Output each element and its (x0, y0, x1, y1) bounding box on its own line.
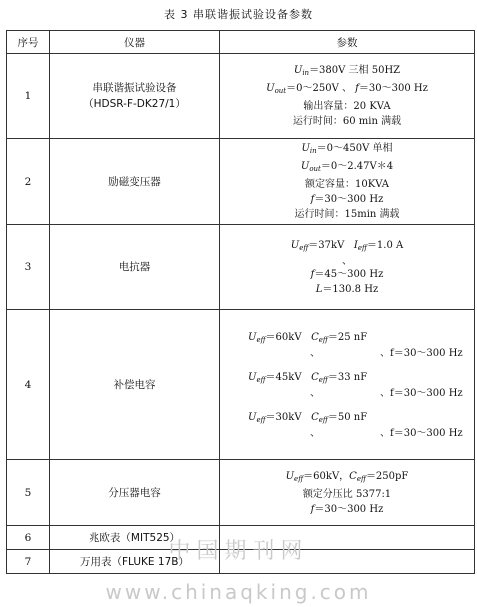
instrument-cell (50, 54, 220, 139)
row-number: 6 (7, 526, 50, 550)
row-number: 1 (7, 54, 50, 139)
param-line: $U_{eff}=30kV$ $C_{eff}=50$ nF (248, 412, 368, 424)
params-cell (220, 550, 475, 574)
equipment-parameter-table (6, 30, 475, 574)
param-line: f＝30～300 Hz (310, 194, 384, 205)
instrument-name: 万用表（FLUKE 17B） (80, 555, 189, 568)
params-cell (220, 139, 475, 225)
params-cell (220, 460, 475, 526)
instrument-model: （HDSR-F-DK27/1） (83, 98, 186, 110)
param-line: $U_{eff}=60kV$ $C_{eff}=25$ nF (248, 332, 368, 344)
instrument-cell (50, 460, 220, 526)
param-line: $U_{eff}=37kV$ $I_{eff}=1.0$ A (290, 239, 404, 252)
params-cell (220, 526, 475, 550)
param-line: $U_{out}=0\sim 250V$ 、 f＝30～300 Hz (266, 83, 428, 95)
param-line: 额定容量：10KVA (305, 179, 389, 190)
row-number: 5 (7, 460, 50, 526)
instrument-name: 串联谐振试验设备 (92, 82, 177, 94)
header-no: 序号 (7, 31, 50, 54)
param-separator: 、 (342, 255, 352, 267)
param-line: 额定分压比 5377:1 (302, 488, 392, 500)
param-line: 、 、f＝30～300 Hz (310, 388, 463, 399)
instrument-cell (50, 225, 220, 310)
row-number: 2 (7, 139, 50, 225)
instrument-name: 励磁变压器 (108, 175, 161, 188)
instrument-cell (50, 526, 220, 550)
param-line: $U_{out}=0\sim 2.47V*4$ (300, 161, 394, 173)
instrument-cell (50, 139, 220, 225)
param-line: f＝45～300 Hz (310, 268, 384, 280)
param-line: 运行时间：60 min 满载 (292, 116, 402, 127)
table-caption: 表 3 串联谐振试验设备参数 (164, 8, 313, 21)
table-row (7, 225, 475, 310)
param-line: L＝130.8 Hz (315, 283, 379, 295)
param-line: f＝30～300 Hz (310, 503, 384, 515)
params-cell (220, 225, 475, 310)
row-number: 4 (7, 310, 50, 460)
watermark-url: www.chinaqking.com (105, 580, 372, 604)
param-line: 输出容量：20 KVA (303, 101, 391, 112)
param-line: $U_{in}=0\sim 450V$ 单相 (301, 143, 393, 155)
instrument-cell (50, 550, 220, 574)
table-row (7, 54, 475, 139)
table-header-row (7, 31, 475, 54)
table-row (7, 310, 475, 460)
row-number: 3 (7, 225, 50, 310)
param-line: 运行时间：15min 满载 (294, 209, 400, 220)
instrument-name: 兆欧表（MIT525） (88, 531, 181, 544)
header-instrument: 仪器 (50, 31, 220, 54)
instrument-name: 补偿电容 (113, 378, 156, 391)
param-line: $U_{eff}=45kV$ $C_{eff}=33$ nF (248, 372, 368, 384)
row-number: 7 (7, 550, 50, 574)
param-line: $U_{eff}=60kV$，$C_{eff}=250pF$ (285, 470, 409, 483)
params-cell (220, 310, 475, 460)
table-row (7, 139, 475, 225)
table-row (7, 550, 475, 574)
params-cell (220, 54, 475, 139)
table-row (7, 526, 475, 550)
instrument-name: 电抗器 (118, 261, 151, 273)
instrument-name: 分压器电容 (108, 486, 161, 499)
param-line: 、 、f＝30～300 Hz (310, 348, 463, 359)
instrument-cell (50, 310, 220, 460)
param-line: $U_{in}=380V$ 三相 50HZ (293, 65, 401, 77)
param-line: 、 、f＝30～300 Hz (310, 428, 463, 439)
watermark-title: 中国期刊网 (168, 539, 309, 564)
table-row (7, 460, 475, 526)
header-params: 参数 (220, 31, 475, 54)
